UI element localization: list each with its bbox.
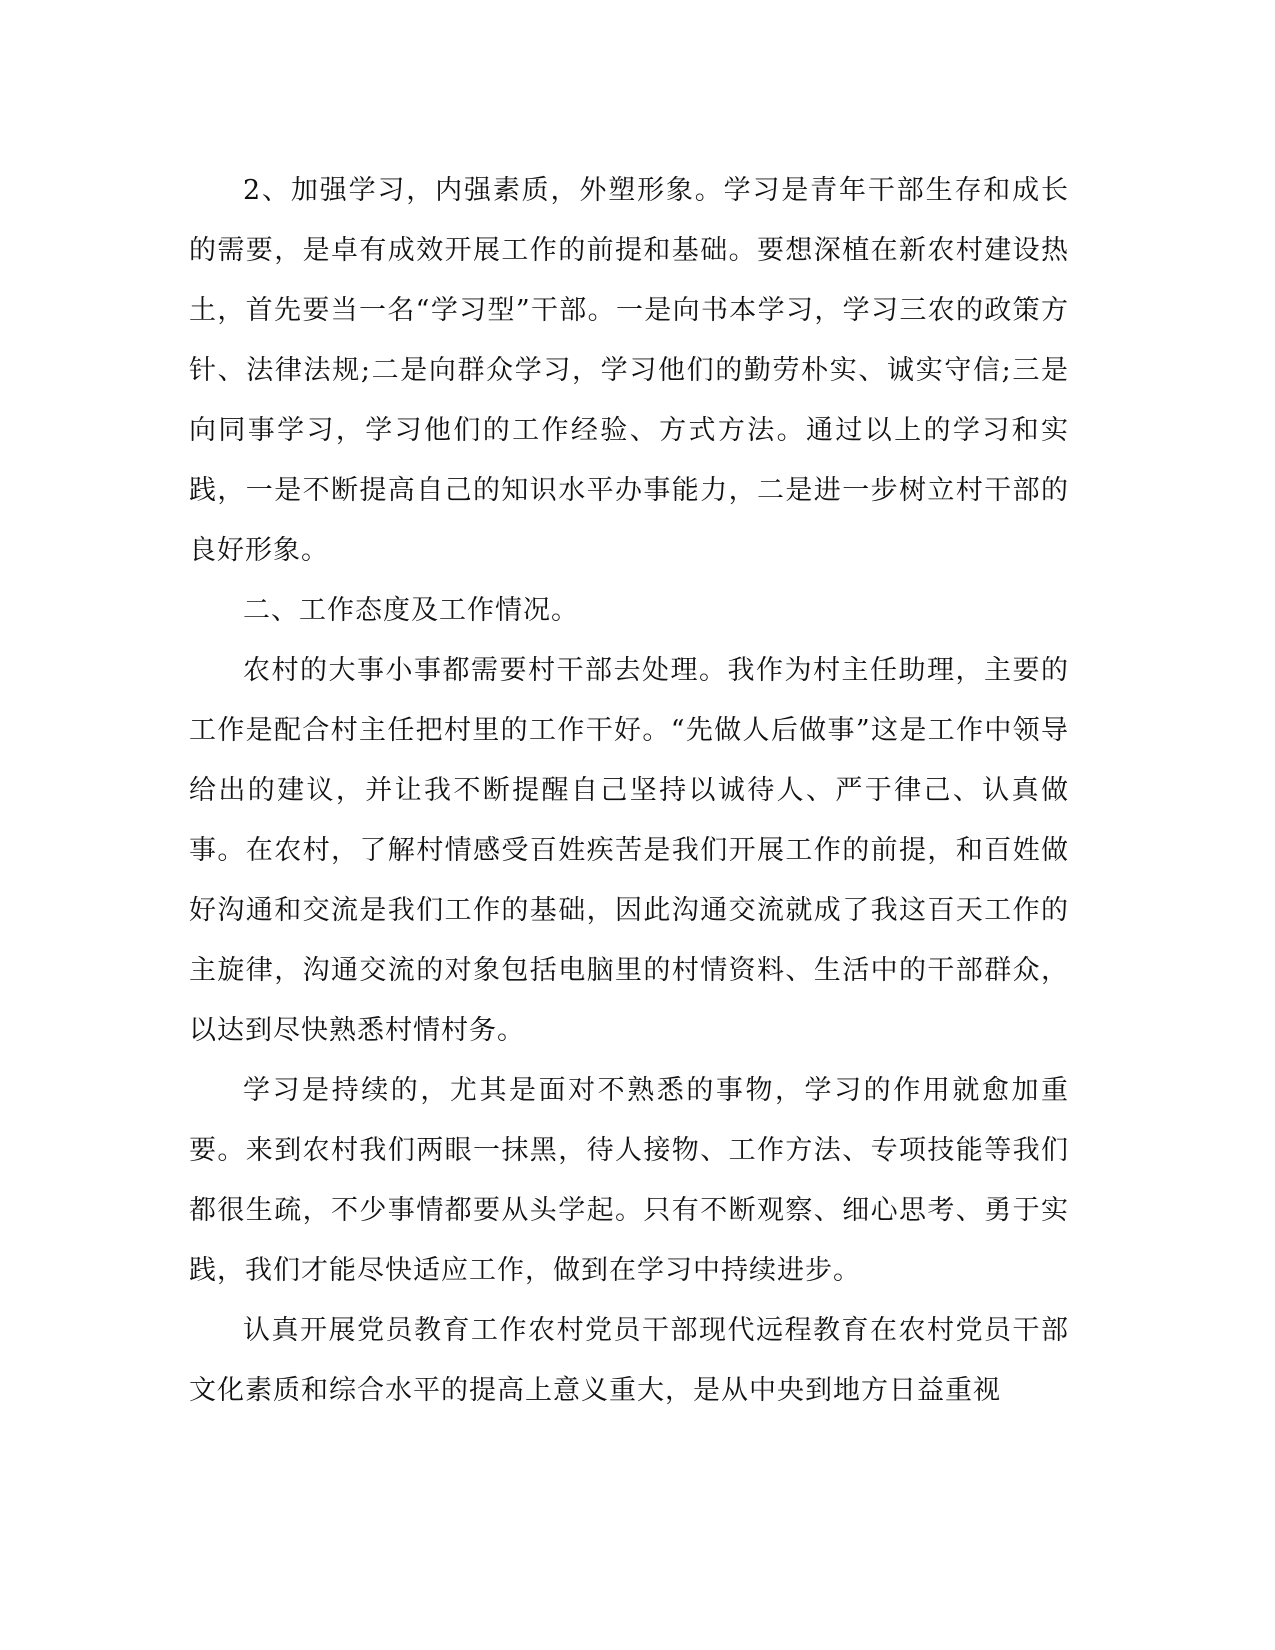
section-heading-work-attitude: 二、工作态度及工作情况。 [243,595,579,626]
paragraph-village-affairs: 农村的大事小事都需要村干部去处理。我作为村主任助理，主要的工作是配合村主任把村里的工作干好。“先做人后做事”这是工作中领导给出的建议，并让我不断提醒自己坚持以诚待人、严于律己、认真做事。在农村，了解村情感受百姓疾苦是我们开展工作的前提，和百姓做好沟通和交流是我们工作的基础，因此沟通交流就成了我这百天工作的主旋律，沟通交流的对象包括电脑里的村情资料、生活中的干部群众，以达到尽快熟悉村情村务。 [189,655,1069,1046]
paragraph-continuous-learning: 学习是持续的，尤其是面对不熟悉的事物，学习的作用就愈加重要。来到农村我们两眼一抹黑，待人接物、工作方法、专项技能等我们都很生疏，不少事情都要从头学起。只有不断观察、细心思考、勇于实践，我们才能尽快适应工作，做到在学习中持续进步。 [189,1075,1069,1286]
paragraph-study: 2、加强学习，内强素质，外塑形象。学习是青年干部生存和成长的需要，是卓有成效开展工作的前提和基础。要想深植在新农村建设热土，首先要当一名“学习型”干部。一是向书本学习，学习三农的政策方针、法律法规;二是向群众学习，学习他们的勤劳朴实、诚实守信;三是向同事学习，学习他们的工作经验、方式方法。通过以上的学习和实践，一是不断提高自己的知识水平办事能力，二是进一步树立村干部的良好形象。 [189,175,1069,566]
document-body [189,161,1069,1421]
paragraph-party-education: 认真开展党员教育工作农村党员干部现代远程教育在农村党员干部文化素质和综合水平的提高上意义重大，是从中央到地方日益重视 [189,1315,1069,1406]
